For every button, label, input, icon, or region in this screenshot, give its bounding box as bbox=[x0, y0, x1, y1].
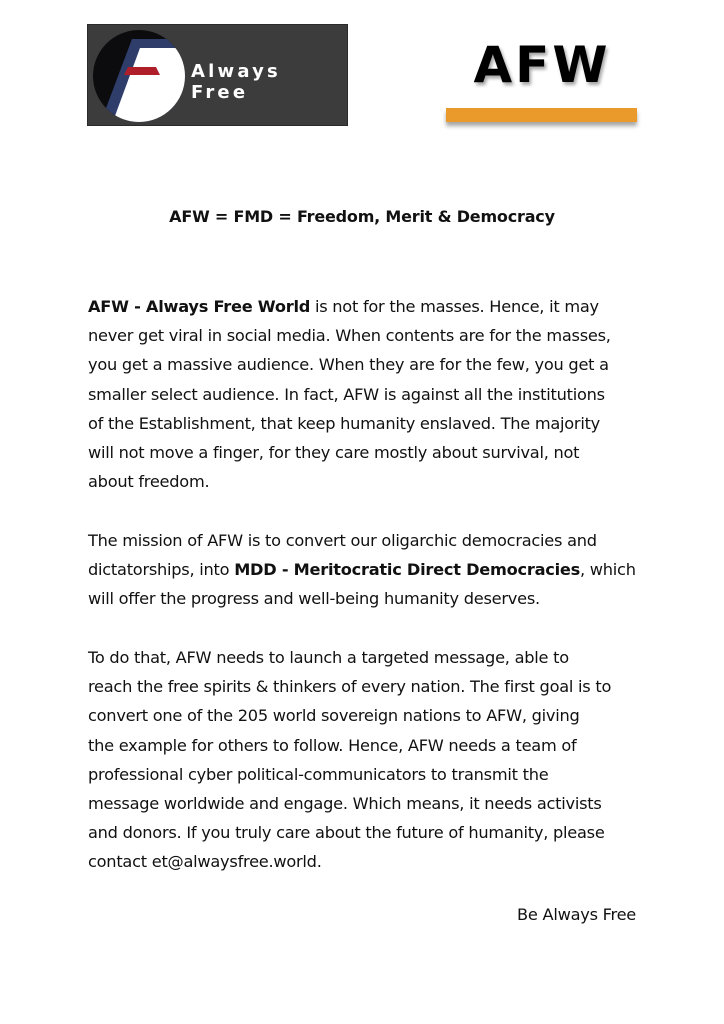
afw-logo-text: AFW bbox=[473, 36, 611, 94]
paragraph-call-to-action bbox=[88, 643, 640, 877]
mdd-bold-term: MDD - Meritocratic Direct Democracies bbox=[234, 560, 581, 580]
paragraph-line: The mission of AFW is to convert our oligarchic democracies and bbox=[88, 531, 597, 550]
paragraph-line: professional cyber political-communicators to transmit the bbox=[88, 764, 549, 784]
paragraph-line: will not move a finger, for they care mostly about survival, not bbox=[88, 443, 580, 463]
paragraph-line: the example for others to follow. Hence, AFW needs a team of bbox=[88, 735, 577, 755]
paragraph-mission bbox=[88, 526, 640, 614]
paragraph-line: you get a massive audience. When they are for the few, you get a bbox=[88, 355, 609, 375]
line-text: . bbox=[316, 852, 322, 872]
signoff: Be Always Free bbox=[517, 905, 636, 924]
contact-email-link[interactable]: et@alwaysfree.world bbox=[151, 852, 317, 872]
af-emblem-icon bbox=[92, 29, 186, 123]
paragraph-line: To do that, AFW needs to launch a targeted message, able to bbox=[88, 648, 569, 667]
afw-logo bbox=[446, 30, 638, 130]
paragraph-line: smaller select audience. In fact, AFW is against all the institutions bbox=[88, 384, 605, 404]
line-text: , which bbox=[580, 560, 636, 580]
paragraph-line bbox=[88, 847, 640, 876]
paragraph-line: of the Establishment, that keep humanity enslaved. The majority bbox=[88, 413, 601, 433]
paragraph-line: and donors. If you truly care about the future of humanity, please bbox=[88, 823, 605, 843]
always-free-brand-text: Always Free bbox=[191, 61, 281, 103]
line-text: contact bbox=[88, 852, 152, 872]
paragraph-line: reach the free spirits & thinkers of every nation. The first goal is to bbox=[88, 677, 612, 697]
line-text: dictatorships, into bbox=[88, 560, 235, 580]
line-text: is not for the masses. Hence, it may bbox=[310, 297, 599, 316]
paragraph-line: about freedom. bbox=[88, 472, 210, 492]
paragraph-intro bbox=[88, 292, 640, 496]
paragraph-line: convert one of the 205 world sovereign nations to AFW, giving bbox=[88, 706, 580, 726]
paragraph-line: never get viral in social media. When contents are for the masses, bbox=[88, 326, 611, 346]
page-heading: AFW = FMD = Freedom, Merit & Democracy bbox=[169, 207, 555, 226]
paragraph-line bbox=[88, 555, 640, 584]
bold-lead: AFW - Always Free World bbox=[88, 297, 311, 316]
paragraph-line: message worldwide and engage. Which means, it needs activists bbox=[88, 794, 602, 814]
paragraph-line: will offer the progress and well-being humanity deserves. bbox=[88, 589, 540, 609]
always-free-logo bbox=[87, 24, 348, 126]
afw-logo-orange-bar bbox=[446, 108, 637, 122]
paragraph-line bbox=[88, 292, 640, 321]
